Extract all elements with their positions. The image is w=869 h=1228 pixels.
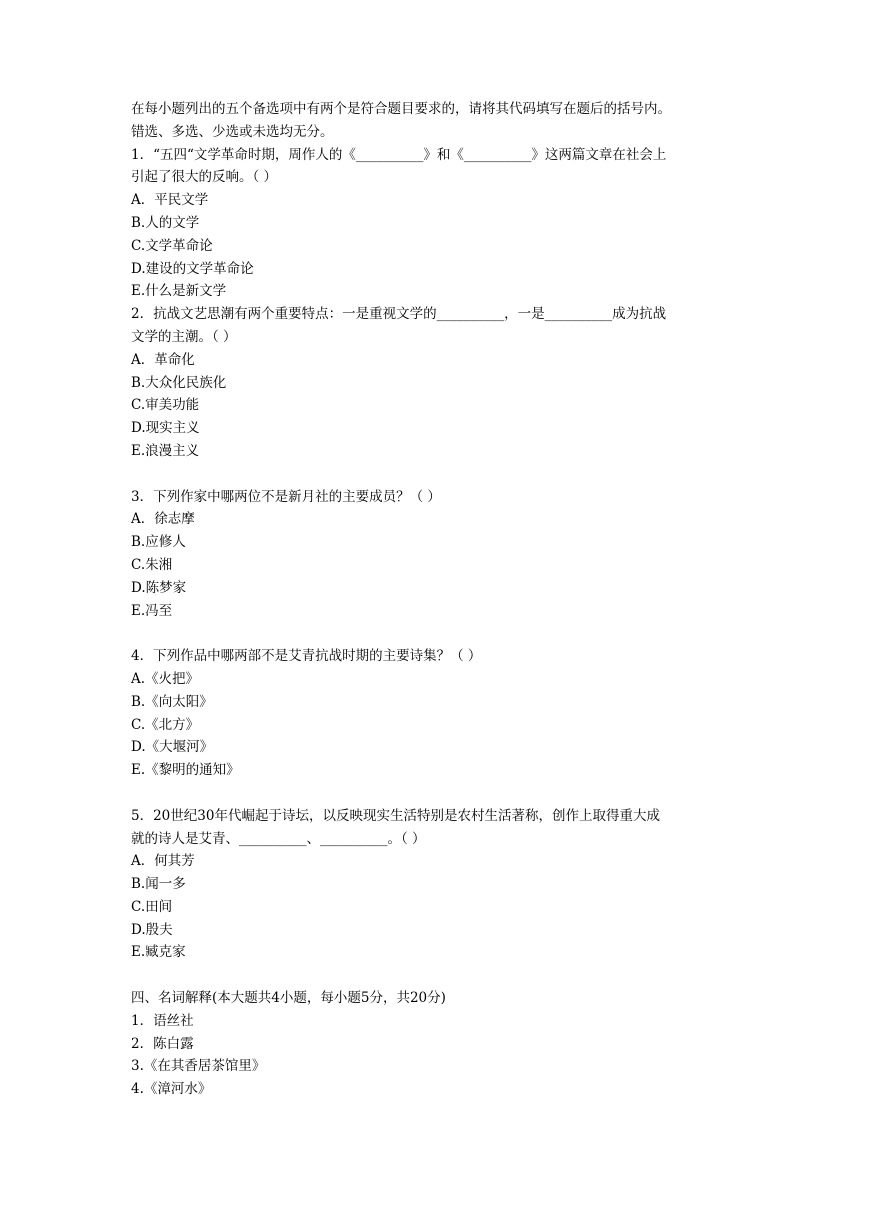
section-4-heading: 四、名词解释(本大题共4小题，每小题5分，共20分)	[131, 990, 446, 1007]
question-3-stem: 3．下列作家中哪两位不是新月社的主要成员？（ ）	[131, 488, 441, 505]
section-4-item-4: 4.《漳河水》	[131, 1081, 212, 1098]
instructions-line-1: 在每小题列出的五个备选项中有两个是符合题目要求的，请将其代码填写在题后的括号内。	[131, 101, 671, 117]
question-2-option-e: E.浪漫主义	[131, 442, 200, 459]
document-page	[131, 98, 743, 1101]
question-5-stem: 5．20世纪30年代崛起于诗坛，以反映现实生活特别是农村生活著称，创作上取得重大成	[131, 807, 660, 824]
question-2-stem-cont: 文学的主潮。（ ）	[131, 328, 237, 345]
question-4-option-a: A.《火把》	[131, 670, 200, 687]
section-4-item-3: 3.《在其香居茶馆里》	[131, 1058, 266, 1075]
question-2-option-a: A．革命化	[131, 351, 195, 368]
question-2-option-c: C.审美功能	[131, 397, 200, 414]
question-4-option-b: B.《向太阳》	[131, 693, 213, 710]
question-3-option-e: E.冯至	[131, 602, 173, 619]
section-4-item-2: 2．陈白露	[131, 1035, 194, 1052]
question-1-option-e: E.什么是新文学	[131, 283, 227, 300]
question-4-option-c: C.《北方》	[131, 716, 200, 733]
question-1-option-c: C.文学革命论	[131, 237, 213, 254]
spacer	[131, 782, 743, 805]
question-3-option-a: A．徐志摩	[131, 511, 195, 528]
question-3-option-c: C.朱湘	[131, 556, 173, 573]
question-4-option-d: D.《大堰河》	[131, 739, 214, 756]
question-2-option-d: D.现实主义	[131, 420, 200, 437]
spacer	[131, 964, 743, 987]
question-1-stem-cont: 引起了很大的反响。（ ）	[131, 169, 278, 186]
spacer	[131, 622, 743, 645]
section-4-item-1: 1．语丝社	[131, 1012, 194, 1029]
question-3-option-b: B.应修人	[131, 534, 186, 551]
question-5-option-a: A．何其芳	[131, 853, 195, 870]
question-1-option-b: B.人的文学	[131, 214, 200, 231]
question-3-option-d: D.陈梦家	[131, 579, 187, 596]
question-4-option-e: E.《黎明的通知》	[131, 762, 240, 779]
question-4-stem: 4．下列作品中哪两部不是艾青抗战时期的主要诗集？（ ）	[131, 648, 482, 665]
question-1-option-d: D.建设的文学革命论	[131, 260, 254, 277]
question-1-option-a: A．平民文学	[131, 192, 209, 209]
question-2-stem: 2．抗战文艺思潮有两个重要特点：一是重视文学的__________，一是__________成为抗战	[131, 306, 667, 323]
question-1-stem: 1．“五四“文学革命时期，周作人的《__________》和《__________》这两篇文章在社会上	[131, 146, 667, 163]
question-5-option-c: C.田间	[131, 898, 173, 915]
question-5-option-b: B.闻一多	[131, 876, 186, 893]
question-5-option-d: D.殷夫	[131, 921, 173, 938]
question-2-option-b: B.大众化民族化	[131, 374, 227, 391]
question-5-stem-cont: 就的诗人是艾青、__________、__________。（ ）	[131, 830, 426, 847]
question-5-option-e: E.臧克家	[131, 944, 186, 961]
instructions-line-2: 错选、多选、少选或未选均无分。	[131, 123, 334, 140]
spacer	[131, 463, 743, 486]
